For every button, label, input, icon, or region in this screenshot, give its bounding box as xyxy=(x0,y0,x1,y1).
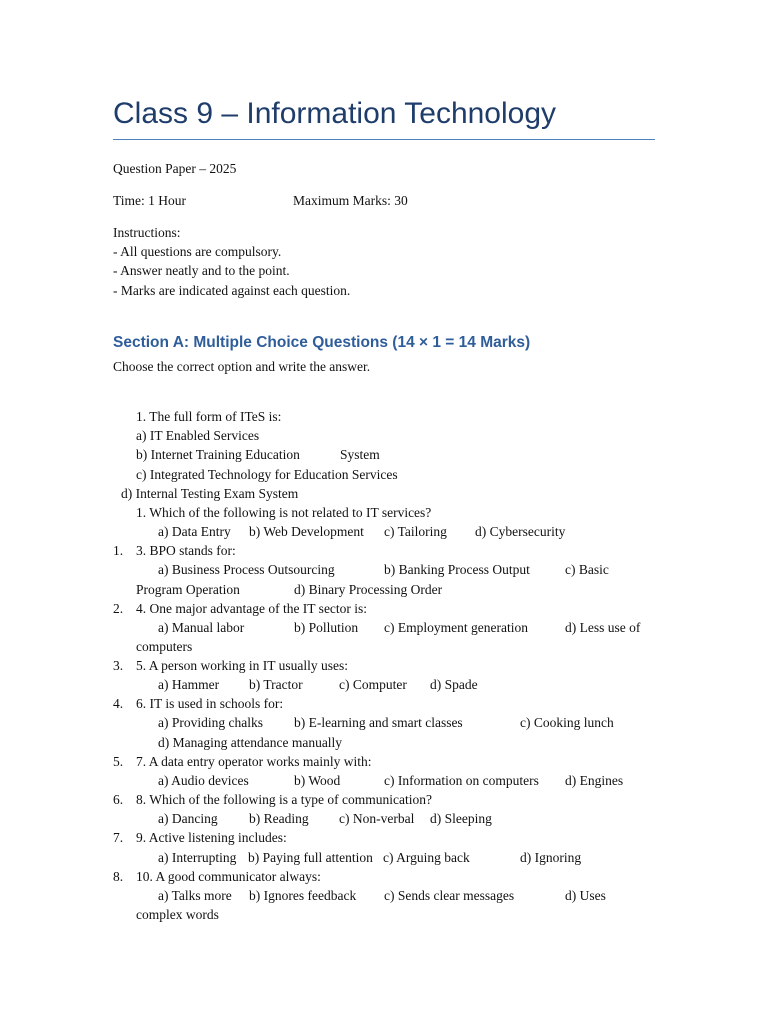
q3-option-c-continued: Program Operation xyxy=(136,582,240,597)
instruction-item: - Marks are indicated against each question. xyxy=(113,283,351,298)
list-number: 8. xyxy=(113,869,124,884)
question-4: 4. One major advantage of the IT sector is: xyxy=(136,601,368,616)
q10-option-a: a) Talks more xyxy=(158,888,232,903)
q10-option-d: d) Uses xyxy=(565,888,606,903)
q3-option-d: d) Binary Processing Order xyxy=(294,582,443,597)
time-label: Time: 1 Hour xyxy=(113,193,187,208)
question-1: 1. The full form of ITeS is: xyxy=(136,409,282,424)
max-marks-label: Maximum Marks: 30 xyxy=(293,193,408,208)
q9-option-a: a) Interrupting xyxy=(158,850,237,865)
question-7: 7. A data entry operator works mainly with: xyxy=(136,754,372,769)
q2-option-b: b) Web Development xyxy=(249,524,364,539)
instructions-heading: Instructions: xyxy=(113,225,181,240)
q10-option-c: c) Sends clear messages xyxy=(384,888,515,903)
paper-label: Question Paper – 2025 xyxy=(113,161,237,176)
q7-option-a: a) Audio devices xyxy=(158,773,249,788)
instruction-item: - All questions are compulsory. xyxy=(113,244,282,259)
q10-option-d-continued: complex words xyxy=(136,907,219,922)
q1-option-b: b) Internet Training Education xyxy=(136,447,300,462)
q2-option-c: c) Tailoring xyxy=(384,524,447,539)
q8-option-d: d) Sleeping xyxy=(430,811,492,826)
q1-option-c: c) Integrated Technology for Education Services xyxy=(136,467,398,482)
q6-option-c: c) Cooking lunch xyxy=(520,715,614,730)
title-underline xyxy=(113,139,655,140)
q4-option-d-continued: computers xyxy=(136,639,193,654)
q9-option-d: d) Ignoring xyxy=(520,850,582,865)
q4-option-b: b) Pollution xyxy=(294,620,359,635)
question-8: 8. Which of the following is a type of communication? xyxy=(136,792,432,807)
section-a-heading: Section A: Multiple Choice Questions (14 × 1 = 14 Marks) xyxy=(113,334,531,351)
q8-option-a: a) Dancing xyxy=(158,811,218,826)
q1-option-d: d) Internal Testing Exam System xyxy=(121,486,299,501)
q1-option-b-continued: System xyxy=(340,447,380,462)
section-a-intro: Choose the correct option and write the answer. xyxy=(113,359,371,374)
q6-option-d: d) Managing attendance manually xyxy=(158,735,343,750)
q5-option-c: c) Computer xyxy=(339,677,407,692)
q9-option-b: b) Paying full attention xyxy=(248,850,373,865)
list-number: 3. xyxy=(113,658,124,673)
question-10: 10. A good communicator always: xyxy=(136,869,321,884)
list-number: 7. xyxy=(113,830,124,845)
q2-option-d: d) Cybersecurity xyxy=(475,524,566,539)
q5-option-d: d) Spade xyxy=(430,677,478,692)
q7-option-c: c) Information on computers xyxy=(384,773,539,788)
q7-option-d: d) Engines xyxy=(565,773,624,788)
question-5: 5. A person working in IT usually uses: xyxy=(136,658,348,673)
q10-option-b: b) Ignores feedback xyxy=(249,888,357,903)
list-number: 5. xyxy=(113,754,124,769)
q7-option-b: b) Wood xyxy=(294,773,341,788)
q4-option-d: d) Less use of xyxy=(565,620,641,635)
question-6: 6. IT is used in schools for: xyxy=(136,696,284,711)
list-number: 1. xyxy=(113,543,124,558)
q3-option-a: a) Business Process Outsourcing xyxy=(158,562,335,577)
q5-option-b: b) Tractor xyxy=(249,677,303,692)
q5-option-a: a) Hammer xyxy=(158,677,220,692)
q3-option-b: b) Banking Process Output xyxy=(384,562,530,577)
q6-option-a: a) Providing chalks xyxy=(158,715,263,730)
list-number: 4. xyxy=(113,696,124,711)
q8-option-b: b) Reading xyxy=(249,811,309,826)
q4-option-c: c) Employment generation xyxy=(384,620,528,635)
question-3: 3. BPO stands for: xyxy=(136,543,236,558)
question-9: 9. Active listening includes: xyxy=(136,830,287,845)
q8-option-c: c) Non-verbal xyxy=(339,811,415,826)
instruction-item: - Answer neatly and to the point. xyxy=(113,263,290,278)
q9-option-c: c) Arguing back xyxy=(383,850,470,865)
q1-option-a: a) IT Enabled Services xyxy=(136,428,260,443)
q3-option-c: c) Basic xyxy=(565,562,609,577)
list-number: 2. xyxy=(113,601,124,616)
q6-option-b: b) E-learning and smart classes xyxy=(294,715,463,730)
list-number: 6. xyxy=(113,792,124,807)
question-2: 1. Which of the following is not related to IT services? xyxy=(136,505,432,520)
q4-option-a: a) Manual labor xyxy=(158,620,245,635)
q2-option-a: a) Data Entry xyxy=(158,524,231,539)
document-title: Class 9 – Information Technology xyxy=(113,97,557,130)
